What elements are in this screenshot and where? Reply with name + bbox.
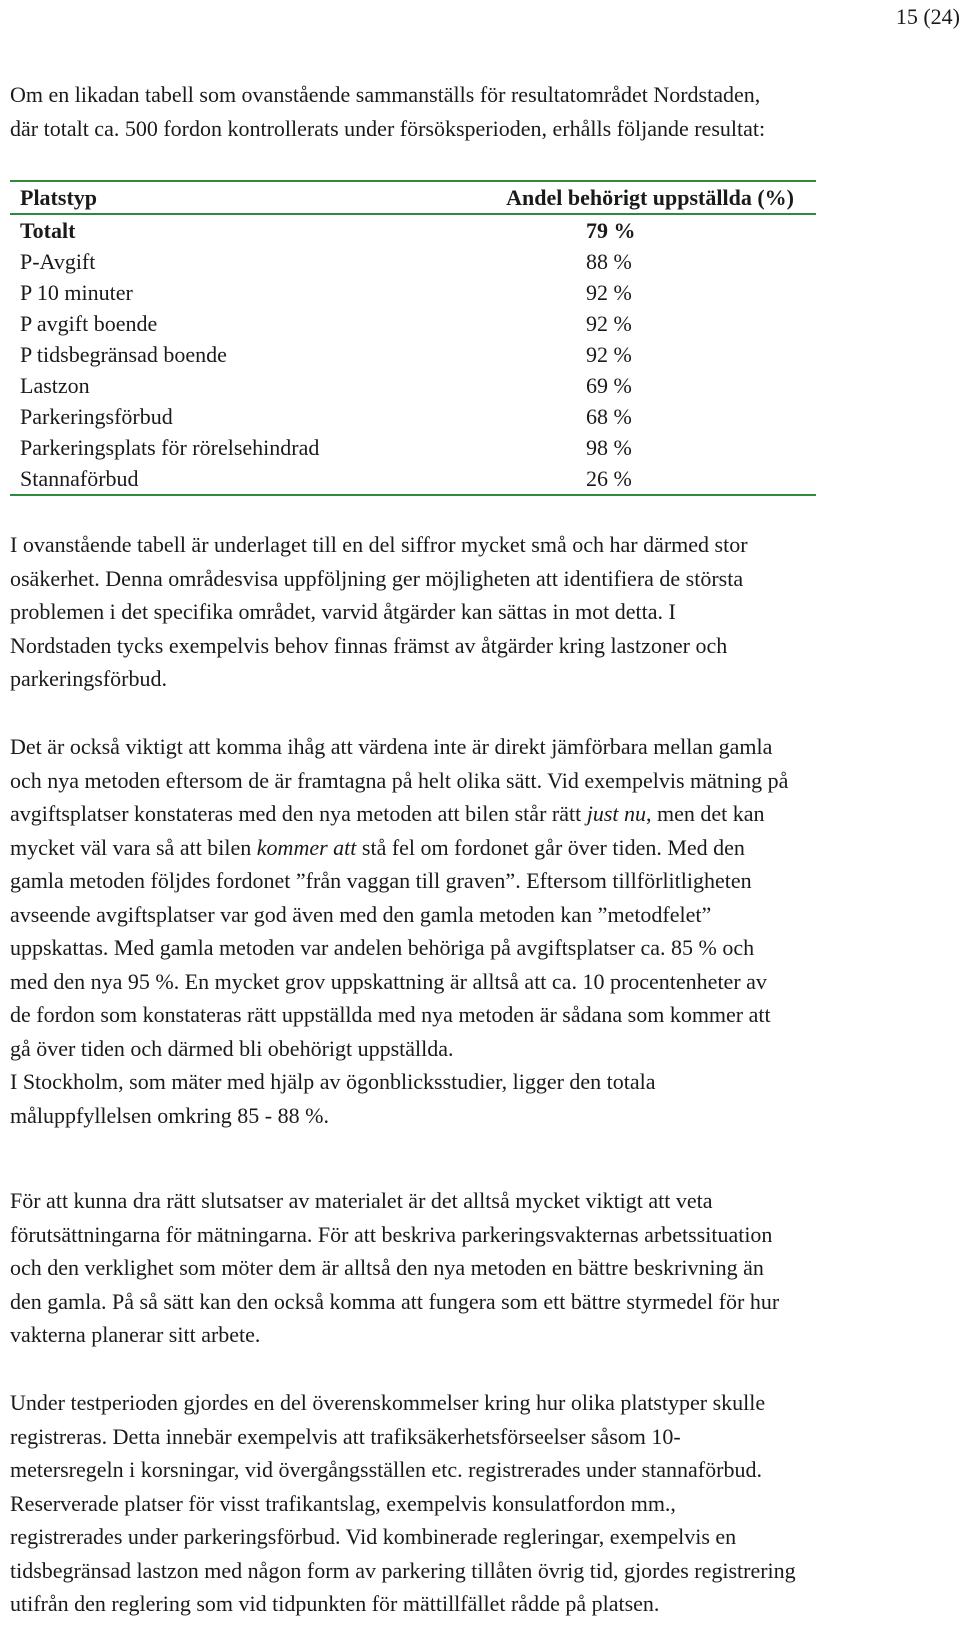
table-header-row bbox=[10, 181, 816, 214]
paragraph-method-comparison bbox=[10, 730, 956, 1132]
text-line: utifrån den reglering som vid tidpunkten för mättillfället rådde på platsen. bbox=[10, 1591, 660, 1616]
page-number: 15 (24) bbox=[895, 4, 960, 29]
table-row bbox=[10, 277, 816, 308]
table-row-total bbox=[10, 214, 816, 246]
row-type: Totalt bbox=[20, 218, 76, 243]
text-run: stå fel om fordonet går över tiden. Med den bbox=[356, 834, 745, 860]
text-line: I ovanstående tabell är underlaget till en del siffror mycket små och har därmed stor bbox=[10, 532, 748, 557]
text-line: Reserverade platser för visst trafikantslag, exempelvis konsulatfordon mm., bbox=[10, 1490, 676, 1516]
results-table bbox=[10, 180, 816, 496]
table-row bbox=[10, 339, 816, 370]
text-line: och nya metoden eftersom de är framtagna på helt olika sätt. Vid exempelvis mätning på bbox=[10, 767, 789, 793]
text-line: Det är också viktigt att komma ihåg att värdena inte är direkt jämförbara mellan gamla bbox=[10, 734, 773, 759]
text-line: registreras. Detta innebär exempelvis att trafiksäkerhetsförseelser såsom 10- bbox=[10, 1423, 681, 1449]
text-line: Nordstaden tycks exempelvis behov finnas främst av åtgärder kring lastzoner och bbox=[10, 632, 728, 658]
row-share: 92 % bbox=[586, 311, 632, 336]
text-line: med den nya 95 %. En mycket grov uppskattning är alltså att ca. 10 procentenheter av bbox=[10, 968, 767, 994]
text-line: metersregeln i korsningar, vid övergångsställen etc. registrerades under stannaförbud. bbox=[10, 1457, 762, 1482]
text-line: och den verklighet som möter dem är alltså den nya metoden en bättre beskrivning än bbox=[10, 1255, 764, 1280]
paragraph-table-comment bbox=[10, 528, 956, 696]
text-line: uppskattas. Med gamla metoden var andelen behöriga på avgiftsplatser ca. 85 % och bbox=[10, 935, 755, 960]
row-share: 92 % bbox=[586, 280, 632, 305]
text-line: problemen i det specifika området, varvid åtgärder kan sättas in mot detta. I bbox=[10, 599, 676, 624]
text-run: , men det kan bbox=[646, 801, 765, 826]
column-header-platstyp: Platstyp bbox=[20, 185, 97, 210]
text-line: För att kunna dra rätt slutsatser av materialet är det alltså mycket viktigt att veta bbox=[10, 1188, 713, 1213]
text-line: Under testperioden gjordes en del överenskommelser kring hur olika platstyper skulle bbox=[10, 1390, 766, 1415]
row-share: 79 % bbox=[586, 218, 636, 243]
text-line: där totalt ca. 500 fordon kontrollerats under försöksperioden, erhålls följande resultat: bbox=[10, 115, 766, 141]
text-line: registrerades under parkeringsförbud. Vid kombinerade regleringar, exempelvis en bbox=[10, 1524, 737, 1549]
table-row bbox=[10, 370, 816, 401]
text-run: avgiftsplatser konstateras med den nya metoden att bilen står rätt bbox=[10, 801, 587, 826]
table-row bbox=[10, 308, 816, 339]
row-share: 69 % bbox=[586, 373, 632, 398]
row-type: Lastzon bbox=[20, 373, 90, 398]
text-line: Om en likadan tabell som ovanstående sammanställs för resultatområdet Nordstaden, bbox=[10, 82, 761, 107]
row-share: 68 % bbox=[586, 404, 632, 429]
paragraph-conclusions bbox=[10, 1184, 956, 1352]
text-line: den gamla. På så sätt kan den också komma att fungera som ett bättre styrmedel för hur bbox=[10, 1288, 780, 1314]
emphasis-kommer-att: kommer att bbox=[256, 834, 357, 860]
emphasis-just-nu: just nu bbox=[586, 801, 647, 826]
row-share: 98 % bbox=[586, 435, 632, 460]
intro-paragraph bbox=[10, 78, 956, 145]
table-row bbox=[10, 401, 816, 432]
text-line: I Stockholm, som mäter med hjälp av ögonblicksstudier, ligger den totala bbox=[10, 1069, 656, 1094]
text-run: mycket väl vara så att bilen bbox=[10, 834, 257, 860]
text-line: tidsbegränsad lastzon med någon form av parkering tillåten övrig tid, gjordes registrering bbox=[10, 1557, 796, 1583]
row-type: Parkeringsförbud bbox=[20, 404, 173, 429]
row-type: Parkeringsplats för rörelsehindrad bbox=[20, 435, 320, 460]
text-line bbox=[10, 797, 956, 831]
text-line: gamla metoden följdes fordonet ”från vaggan till graven”. Eftersom tillförlitligheten bbox=[10, 868, 752, 893]
row-type: P-Avgift bbox=[20, 249, 96, 274]
text-line bbox=[10, 831, 956, 865]
text-line: vakterna planerar sitt arbete. bbox=[10, 1322, 261, 1347]
row-share: 88 % bbox=[586, 249, 632, 274]
table-row bbox=[10, 246, 816, 277]
row-type: P avgift boende bbox=[20, 311, 158, 336]
row-type: Stannaförbud bbox=[20, 466, 139, 491]
table-row bbox=[10, 432, 816, 463]
row-type: P 10 minuter bbox=[20, 280, 133, 305]
text-line: parkeringsförbud. bbox=[10, 666, 168, 691]
row-share: 92 % bbox=[586, 342, 632, 367]
text-line: de fordon som konstateras rätt uppställda med nya metoden är sådana som kommer att bbox=[10, 1002, 771, 1027]
table-row bbox=[10, 463, 816, 495]
text-line: förutsättningarna för mätningarna. För att beskriva parkeringsvakternas arbetssituation bbox=[10, 1221, 773, 1247]
column-header-andel: Andel behörigt uppställda (%) bbox=[506, 185, 794, 210]
text-line: gå över tiden och därmed bli obehörigt uppställda. bbox=[10, 1035, 454, 1061]
text-line: avseende avgiftsplatser var god även med den gamla metoden kan ”metodfelet” bbox=[10, 901, 712, 927]
text-line: måluppfyllelsen omkring 85 - 88 %. bbox=[10, 1102, 329, 1128]
row-type: P tidsbegränsad boende bbox=[20, 342, 227, 367]
paragraph-registration-agreements bbox=[10, 1386, 956, 1621]
row-share: 26 % bbox=[586, 466, 632, 491]
text-line: osäkerhet. Denna områdesvisa uppföljning ger möjligheten att identifiera de största bbox=[10, 565, 744, 591]
